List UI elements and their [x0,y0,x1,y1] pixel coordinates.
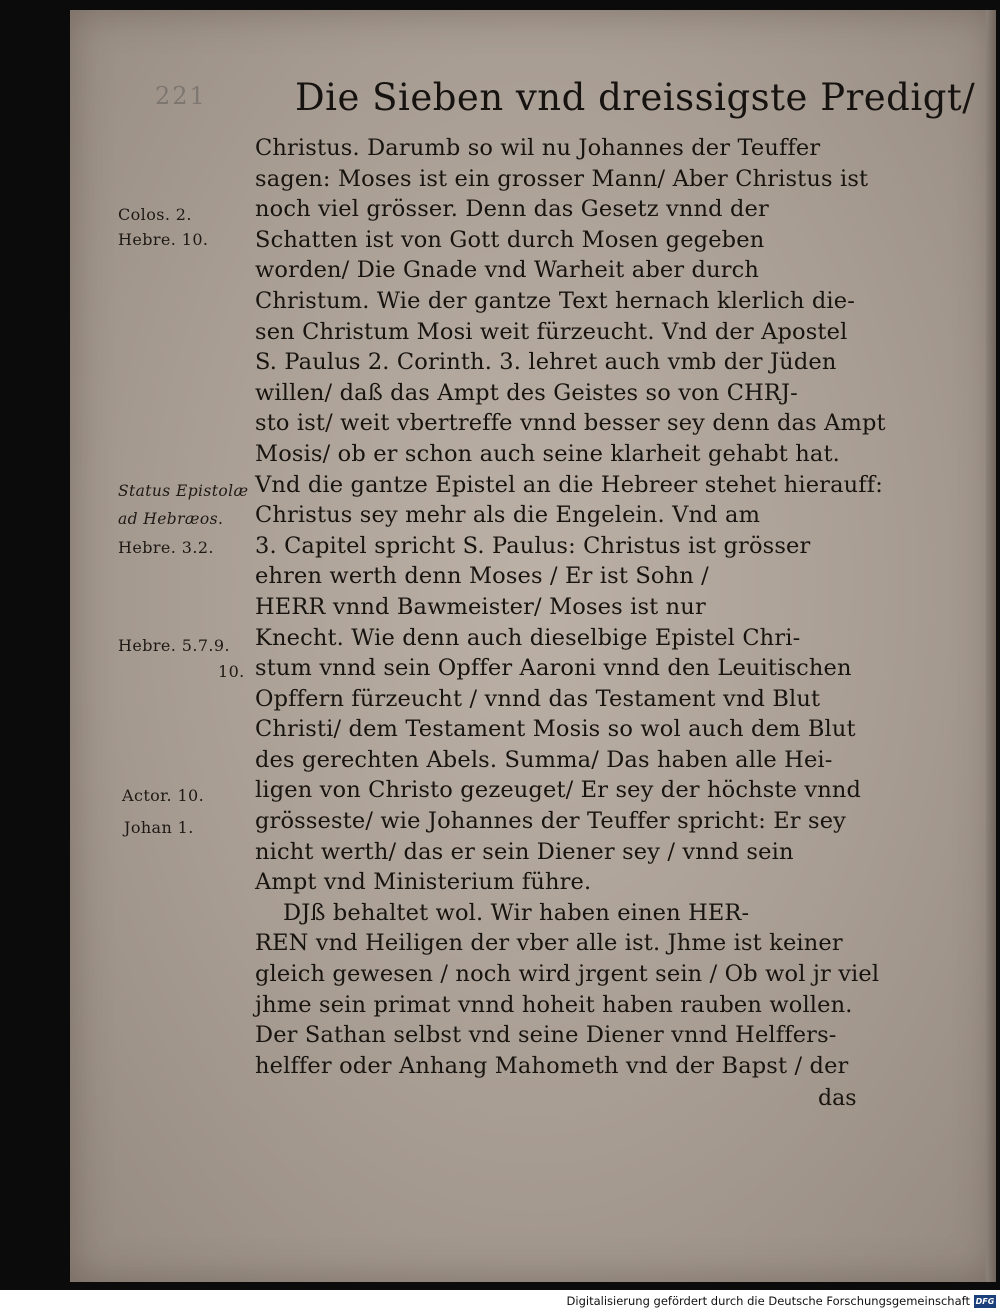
footer-bar [0,1290,1000,1311]
margin-note-status-2: ad Hebræos. [118,510,224,528]
text-line: Der Sathan selbst vnd seine Diener vnnd Helffers- [255,1022,837,1049]
text-line: Christi/ dem Testament Mosis so wol auch dem Blut [255,716,856,743]
text-line: Opffern fürzeucht / vnnd das Testament vnd Blut [255,685,821,712]
text-line: nicht werth/ das er sein Diener sey / vnnd sein [255,838,794,865]
text-line: stum vnnd sein Opffer Aaroni vnnd den Leuitischen [255,655,852,682]
text-line: S. Paulus 2. Corinth. 3. lehret auch vmb der Jüden [255,349,837,376]
text-line: Ampt vnd Ministerium führe. [255,869,592,896]
margin-note-johan: Johan 1. [124,818,194,837]
footer-credit: Digitalisierung gefördert durch die Deutsche Forschungsgemeinschaft [566,1294,970,1308]
text-line: Knecht. Wie denn auch dieselbige Epistel Chri- [255,624,801,651]
margin-note-hebre-3: Hebre. 3.2. [118,538,214,557]
text-line: grösseste/ wie Johannes der Teuffer spricht: Er sey [255,808,847,835]
text-line: willen/ daß das Ampt des Geistes so von CHRJ- [255,379,798,406]
dfg-logo: DFG [975,1297,995,1306]
text-line: Mosis/ ob er schon auch seine klarheit gehabt hat. [255,440,840,467]
text-line: ehren werth denn Moses / Er ist Sohn / [255,563,709,590]
text-line: HERR vnnd Bawmeister/ Moses ist nur [255,593,706,620]
text-line: Vnd die gantze Epistel an die Hebreer stehet hierauff: [255,471,883,498]
text-line: Schatten ist von Gott durch Mosen gegeben [255,226,765,253]
text-line: Christum. Wie der gantze Text hernach klerlich die- [255,287,855,314]
catchword: das [818,1086,857,1111]
text-line: Christus sey mehr als die Engelein. Vnd am [255,502,761,529]
text-line: helffer oder Anhang Mahometh vnd der Bapst / der [255,1052,849,1079]
body-text [255,133,886,1081]
margin-note-hebre-579: Hebre. 5.7.9. [118,636,230,655]
margin-note-hebre-579-cont: 10. [218,662,245,681]
text-line: des gerechten Abels. Summa/ Das haben alle Hei- [255,746,833,773]
running-head: Die Sieben vnd dreissigste Predigt/ [295,76,976,119]
text-line: REN vnd Heiligen der vber alle ist. Jhme ist keiner [255,930,843,957]
text-line: ligen von Christo gezeuget/ Er sey der höchste vnnd [255,777,862,804]
text-line: jhme sein primat vnnd hoheit haben rauben wollen. [255,991,853,1018]
text-line: sagen: Moses ist ein grosser Mann/ Aber Christus ist [255,165,869,192]
page-edge [986,10,996,1282]
text-line: 3. Capitel spricht S. Paulus: Christus ist grösser [255,532,811,559]
page-number: 221 [155,82,207,110]
text-line: Christus. Darumb so wil nu Johannes der Teuffer [255,135,821,161]
margin-note-status-1: Status Epistolæ [118,482,249,500]
margin-note-hebre-10: Hebre. 10. [118,230,209,249]
margin-notes [118,0,253,1311]
margin-note-actor: Actor. 10. [122,786,205,805]
text-line: noch viel grösser. Denn das Gesetz vnnd der [255,196,769,223]
text-line: worden/ Die Gnade vnd Warheit aber durch [255,257,760,284]
margin-note-colos: Colos. 2. [118,205,192,224]
text-line: gleich gewesen / noch wird jrgent sein / Ob wol jr viel [255,961,880,988]
text-line: sto ist/ weit vbertreffe vnnd besser sey denn das Ampt [255,410,886,437]
text-line: sen Christum Mosi weit fürzeucht. Vnd der Apostel [255,318,848,345]
text-line: DJß behaltet wol. Wir haben einen HER- [283,899,750,926]
